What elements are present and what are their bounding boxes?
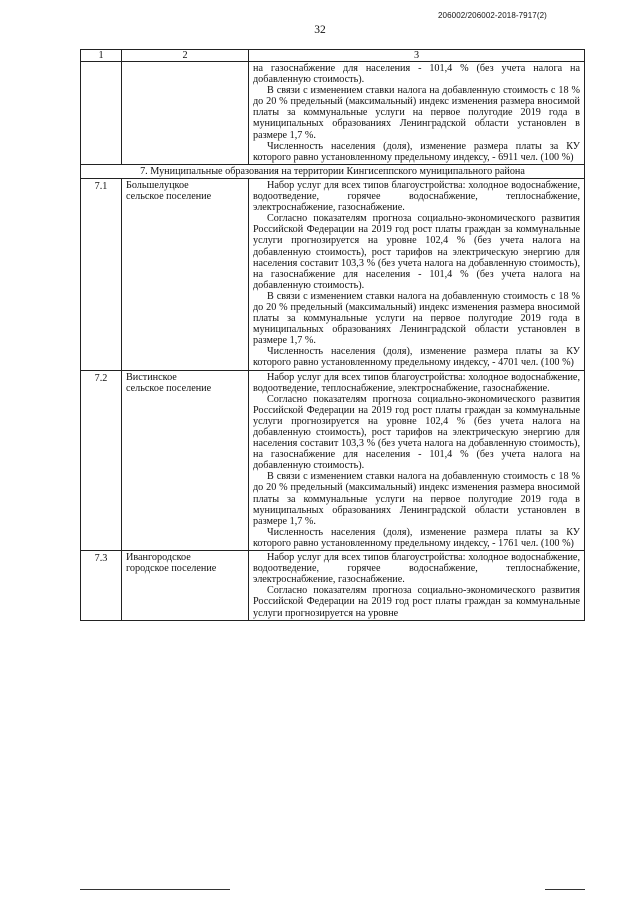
table-row (81, 370, 585, 551)
table-header-row (81, 50, 585, 62)
row-number-cell: 7.1 (81, 178, 122, 370)
table-row (81, 178, 585, 370)
paragraph: Численность населения (доля), изменение размера платы за КУ которого равно установленному предельному индексу, - 1761 чел. (100 %) (253, 526, 580, 549)
settlement-type: сельское поселение (126, 382, 212, 394)
row-text-cell (249, 370, 585, 551)
row-name-cell (122, 62, 249, 165)
tariff-table (80, 49, 585, 621)
paragraph: Набор услуг для всех типов благоустройства: холодное водоснабжение, водоотведение, горячее водоснабжение, теплоснабжение, электроснабжение, газоснабжение. (253, 552, 580, 586)
settlement-name: Ивангородское (126, 552, 191, 564)
paragraph: Численность населения (доля), изменение размера платы за КУ которого равно установленному предельному индексу, - 4701 чел. (100 %) (253, 346, 580, 369)
row-number-cell: 7.2 (81, 370, 122, 551)
settlement-name: Большелуцкое (126, 179, 189, 191)
paragraph: Набор услуг для всех типов благоустройства: холодное водоснабжение, водоотведение, горячее водоснабжение, теплоснабжение, электроснабжение, газоснабжение. (253, 179, 580, 214)
paragraph: В связи с изменением ставки налога на добавленную стоимость с 18 % до 20 % предельный (максимальный) индекс изменения размера вносимой платы за коммунальные услуги на первое полугодие 2019 года в муниципальных образованиях Ленинградской области установлен в размере 1,7 %. (253, 471, 580, 527)
table-row-continued (81, 62, 585, 165)
row-text-cell (249, 62, 585, 165)
column-header-2: 2 (122, 50, 249, 62)
column-header-1: 1 (81, 50, 122, 62)
row-text-cell (249, 551, 585, 621)
document-id: 206002/206002-2018-7917(2) (438, 11, 547, 20)
row-number-cell: 7.3 (81, 551, 122, 621)
page-number: 32 (314, 24, 326, 36)
row-name-cell (122, 178, 249, 370)
row-name-cell (122, 370, 249, 551)
paragraph: Согласно показателям прогноза социально-экономического развития Российской Федерации на 2019 год рост платы граждан за коммунальные услуги прогнозируется на уровне 102,4 % (без учета налога на добавленную стоимость), рост тарифов на электрическую энергию для населения составит 103,3 % (без учета налога на добавленную стоимость), на газоснабжение для населения - 101,4 % (без учета налога на добавленную стоимость). (253, 213, 580, 291)
section-title-row (81, 164, 585, 178)
row-text-cell (249, 178, 585, 370)
settlement-name: Вистинское (126, 371, 177, 383)
column-header-3: 3 (249, 50, 585, 62)
footer-rule-left (80, 889, 230, 890)
paragraph: на газоснабжение для населения - 101,4 % (без учета налога на добавленную стоимость). (253, 63, 580, 86)
table-row (81, 551, 585, 621)
settlement-type: сельское поселение (126, 191, 212, 203)
footer-rule-right (545, 889, 585, 890)
paragraph: Набор услуг для всех типов благоустройства: холодное водоснабжение, водоотведение, теплоснабжение, электроснабжение, газоснабжение. (253, 371, 580, 394)
paragraph: В связи с изменением ставки налога на добавленную стоимость с 18 % до 20 % предельный (максимальный) индекс изменения размера вносимой платы за коммунальные услуги на первое полугодие 2019 года в муниципальных образованиях Ленинградской области установлен в размере 1,7 %. (253, 85, 580, 141)
row-number-cell (81, 62, 122, 165)
section-title: 7. Муниципальные образования на территории Кингисеппского муниципального района (81, 164, 585, 178)
paragraph: Согласно показателям прогноза социально-экономического развития Российской Федерации на 2019 год рост платы граждан за коммунальные услуги прогнозируется на уровне 102,4 % (без учета налога на добавленную стоимость), рост тарифов на электрическую энергию для населения составит 103,3 % (без учета налога на добавленную стоимость), на газоснабжение для населения - 101,4 % (без учета налога на добавленную стоимость). (253, 393, 580, 472)
paragraph: В связи с изменением ставки налога на добавленную стоимость с 18 % до 20 % предельный (максимальный) индекс изменения размера вносимой платы за коммунальные услуги на первое полугодие 2019 года в муниципальных образованиях Ленинградской области установлен в размере 1,7 %. (253, 290, 580, 347)
paragraph: Согласно показателям прогноза социально-экономического развития Российской Федерации на 2019 год рост платы граждан за коммунальные услуги прогнозируется на уровне (253, 585, 580, 619)
settlement-type: городское поселение (126, 563, 217, 575)
row-name-cell (122, 551, 249, 621)
paragraph: Численность населения (доля), изменение размера платы за КУ которого равно установленному предельному индексу, - 6911 чел. (100 %) (253, 140, 580, 163)
